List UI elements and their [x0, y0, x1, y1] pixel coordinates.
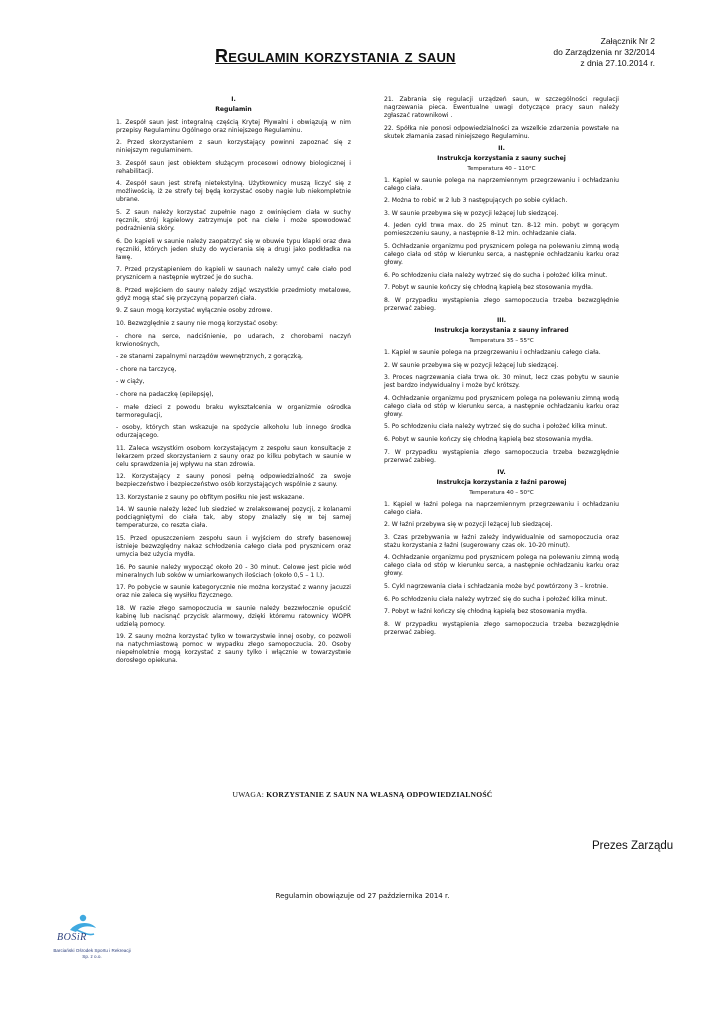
logo-subtitle-line-1: Barciański Ośrodek Sportu i Rekreacji: [53, 948, 131, 953]
document-title: [215, 46, 545, 67]
regulation-item: 5. Z saun należy korzystać zupełnie nago z owinięciem ciała w suchy ręcznik, strój kąpielowy zatrzymuje pot na ciele i może spowodować podrażnienia skóry.: [116, 208, 351, 232]
instruction-item: 7. Pobyt w saunie kończy się chłodną kąpielą bez stosowania mydła.: [384, 284, 593, 292]
section-3-temperature: Temperatura 35 – 55°C: [469, 338, 534, 345]
document-title-text: Regulamin korzystania z saun: [215, 46, 456, 66]
regulation-item: 10. Bezwzględnie z sauny nie mogą korzystać osoby:: [116, 319, 278, 327]
regulation-item: 2. Przed skorzystaniem z saun korzystający powinni zapoznać się z niniejszym regulaminem.: [116, 139, 351, 155]
instruction-item: 2. W saunie przebywa się w pozycji leżącej lub siedzącej.: [384, 361, 559, 369]
regulation-item: 1. Zespół saun jest integralną częścią Krytej Pływalni i obwiązują w nim przepisy Regulaminu Ogólnego oraz niniejszego Regulaminu.: [116, 118, 351, 134]
instruction-item: 7. Pobyt w łaźni kończy się chłodną kąpielą bez stosowania mydła.: [384, 608, 588, 616]
regulation-item: 13. Korzystanie z sauny po obfitym posiłku nie jest wskazane.: [116, 493, 305, 501]
section-1-heading: Regulamin: [215, 106, 252, 113]
instruction-item: 2. W łaźni przebywa się w pozycji leżącej lub siedzącej.: [384, 521, 553, 529]
regulation-item: - chore na tarczycę,: [116, 365, 177, 373]
regulation-item: 21. Zabrania się regulacji urządzeń saun, w szczególności regulacji nagrzewania pieca. Ewentualne uwagi dotyczące pracy saun należy zgłaszać ratownikowi .: [384, 96, 619, 119]
instruction-item: 3. W saunie przebywa się w pozycji leżącej lub siedzącej.: [384, 209, 559, 217]
instruction-item: 1. Kąpiel w saunie polega na przegrzewaniu i ochładzaniu całego ciała.: [384, 348, 601, 356]
section-3-list: [384, 349, 619, 465]
annex-line-3: z dnia 27.10.2014 r.: [580, 58, 655, 68]
regulation-item: 3. Zespół saun jest obiektem służącym procesowi odnowy biologicznej i rehabilitacji.: [116, 159, 351, 175]
instruction-item: 1. Kąpiel w saunie polega na naprzemiennym przegrzewaniu i ochładzaniu całego ciała.: [384, 176, 619, 192]
instruction-item: 1. Kąpiel w łaźni polega na naprzemiennym przegrzewaniu i ochładzaniu całego ciała.: [384, 500, 619, 516]
instruction-item: 4. Ochładzanie organizmu pod prysznicem polega na polewaniu zimną wodą całego ciała od stóp w kierunku serca, a następnie ochładzaniu karku oraz głowy.: [384, 394, 619, 418]
instruction-item: 4. Jeden cykl trwa max. do 25 minut tzn. 8-12 min. pobyt w gorącym pomieszczeniu sauny, a następnie 8-12 min. ochładzanie ciała.: [384, 222, 619, 238]
instruction-item: 5. Po schłodzeniu ciała należy wytrzeć się do sucha i położeć kilka minut.: [384, 423, 608, 431]
logo-name: BOSiR: [57, 932, 87, 943]
annex-line-2: do Zarządzenia nr 32/2014: [553, 47, 655, 57]
left-column: [116, 96, 351, 670]
instruction-item: 8. W przypadku wystąpienia złego samopoczucia trzeba bezwzględnie przerwać zabieg.: [384, 296, 619, 312]
section-3-heading: Instrukcja korzystania z sauny infrared: [434, 327, 569, 335]
regulation-item: 15. Przed opuszczeniem zespołu saun i wyjściem do strefy basenowej istnieje bezwzględny nakaz schłodzenia całego ciała pod prysznicem oraz umycia bez użycia mydła.: [116, 535, 351, 559]
instruction-item: 6. Po schłodzeniu ciała należy wytrzeć się do sucha i położeć kilka minut.: [384, 595, 608, 603]
instruction-item: 7. W przypadku wystąpienia złego samopoczucia trzeba bezwzględnie przerwać zabieg.: [384, 448, 619, 464]
section-2-list: [384, 177, 619, 313]
regulation-item: 7. Przed przystąpieniem do kąpieli w saunach należy umyć całe ciało pod prysznicem a następnie wytrzeć je do sucha.: [116, 266, 351, 282]
regulation-item: 16. Po saunie należy wypocząć około 20 - 30 minut. Celowe jest picie wód mineralnych lub soków w umiarkowanych ilościach (około 0,5 – 1 l.).: [116, 563, 351, 579]
instruction-item: 5. Cykl nagrzewania ciała i schładzania może być powtórzony 3 – krotnie.: [384, 582, 609, 590]
instruction-item: 2. Można to robić w 2 lub 3 następujących po sobie cyklach.: [384, 197, 568, 205]
section-2-heading: Instrukcja korzystania z sauny suchej: [437, 155, 566, 163]
section-1-list: [116, 119, 351, 666]
regulation-item: 18. W razie złego samopoczucia w saunie należy bezzwłocznie opuścić kabinę lub nacisnąć przycisk alarmowy, dzięki któremu ratownicy WOPR udzielą pomocy.: [116, 604, 351, 628]
warning-text: KORZYSTANIE Z SAUN NA WŁASNĄ ODPOWIEDZIALNOŚĆ: [266, 790, 493, 799]
regulation-item: 14. W saunie należy leżeć lub siedzieć w zrelaksowanej pozycji, z kolanami podciągniętymi do ciała tak, aby stopy znalazły się w tej samej temperaturze, co reszta ciała.: [116, 506, 351, 530]
signature-line: Prezes Zarządu: [592, 840, 674, 852]
regulation-item: 9. Z saun mogą korzystać wyłącznie osoby zdrowe.: [116, 307, 273, 315]
warning-note: [0, 790, 725, 799]
regulation-item: - osoby, których stan wskazuje na spożycie alkoholu lub innego środka odurzającego.: [116, 424, 351, 440]
regulation-item: 22. Spółka nie ponosi odpowiedzialności za wszelkie zdarzenia powstałe na skutek złamania zasad niniejszego Regulaminu.: [384, 124, 619, 140]
section-2-numeral: II.: [498, 145, 505, 153]
regulation-item: 8. Przed wejściem do sauny należy zdjąć wszystkie przedmioty metalowe, gdyż mogą stać się przyczyną poparzeń ciała.: [116, 286, 351, 302]
regulation-item: 11. Zaleca wszystkim osobom korzystającym z zespołu saun konsultacje z lekarzem przed skorzystaniem z sauny oraz po kilku pobytach w saunie w celu sprawdzenia jej wpływu na stan zdrowia.: [116, 444, 351, 468]
section-4-list: [384, 501, 619, 637]
regulation-item: 17. Po pobycie w saunie kategorycznie nie można korzystać z wanny jacuzzi oraz nie zaleca się wysiłku fizycznego.: [116, 584, 351, 600]
instruction-item: 6. Po schłodzeniu ciała należy wytrzeć się do sucha i położeć kilka minut.: [384, 271, 608, 279]
section-2-temperature: Temperatura 40 – 110°C: [467, 166, 536, 173]
instruction-item: 3. Proces nagrzewania ciała trwa ok. 30 minut, lecz czas pobytu w saunie jest bardzo indywidualny i może być krótszy.: [384, 374, 619, 390]
regulation-item: 12. Korzystający z sauny ponosi pełną odpowiedzialność za swoje bezpieczeństwo i bezpieczeństwo osób korzystających wspólnie z sauny.: [116, 473, 351, 489]
section-1-numeral: I.: [231, 96, 236, 103]
regulation-item: 6. Do kąpieli w saunie należy zaopatrzyć się w obuwie typu klapki oraz dwa ręczniki, których jeden służy do wycierania się a drugi jako podkładka na ławę.: [116, 237, 351, 261]
validity-note: Regulamin obowiązuje od 27 października 2014 r.: [275, 892, 450, 900]
annex-line-1: Załącznik Nr 2: [600, 36, 655, 46]
regulation-item: - chore na padaczkę (epilepsję),: [116, 390, 214, 398]
instruction-item: 8. W przypadku wystąpienia złego samopoczucia trzeba bezwzględnie przerwać zabieg.: [384, 620, 619, 636]
regulation-item: - ze stanami zapalnymi narządów wewnętrznych, z gorączką,: [116, 353, 303, 361]
annex-note: [505, 36, 655, 69]
section-4-temperature: Temperatura 40 – 50°C: [469, 490, 534, 497]
section-3-numeral: III.: [496, 317, 507, 325]
right-column: [384, 96, 619, 641]
instruction-item: 6. Pobyt w saunie kończy się chłodną kąpielą bez stosowania mydła.: [384, 435, 593, 443]
regulation-item: 4. Zespół saun jest strefą nietekstylną. Użytkownicy muszą liczyć się z możliwością, iż ze strefy tej będą korzystać osoby nagie lub niekompletnie ubrane.: [116, 180, 351, 204]
logo-subtitle: [37, 948, 147, 960]
regulation-item: - w ciąży,: [116, 378, 145, 386]
regulation-item: - chore na serce, nadciśnienie, po udarach, z chorobami naczyń krwionośnych,: [116, 332, 351, 348]
regulation-item: - małe dzieci z powodu braku wykształcenia w organizmie ośrodka termoregulacji,: [116, 403, 351, 419]
warning-prefix: UWAGA:: [232, 790, 267, 799]
logo-subtitle-line-2: Sp. z o.o.: [82, 954, 102, 959]
section-1-continued-list: [384, 96, 619, 141]
instruction-item: 4. Ochładzanie organizmu pod prysznicem polega na polewaniu zimną wodą całego ciała od stóp w kierunku serca, a następnie ochładzaniu karku oraz głowy.: [384, 554, 619, 578]
instruction-item: 5. Ochładzanie organizmu pod prysznicem polega na polewaniu zimną wodą całego ciała od stóp w kierunku serca, a następnie ochładzaniu karku oraz głowy.: [384, 243, 619, 267]
regulation-item: 19. Z sauny można korzystać tylko w towarzystwie innej osoby, co pozwoli na natychmiastową pomoc w wypadku złego samopoczucia. 20. Osoby niepełnoletnie mogą korzystać z sauny tylko i włącznie w towarzystwie dorosłego opiekuna.: [116, 633, 351, 665]
instruction-item: 3. Czas przebywania w łaźni zależy indywidualnie od samopoczucia oraz stażu korzystania z łaźni (sugerowany czas ok. 10-20 minut).: [384, 533, 619, 549]
section-4-numeral: IV.: [497, 469, 506, 477]
section-4-heading: Instrukcja korzystania z łaźni parowej: [436, 479, 567, 487]
